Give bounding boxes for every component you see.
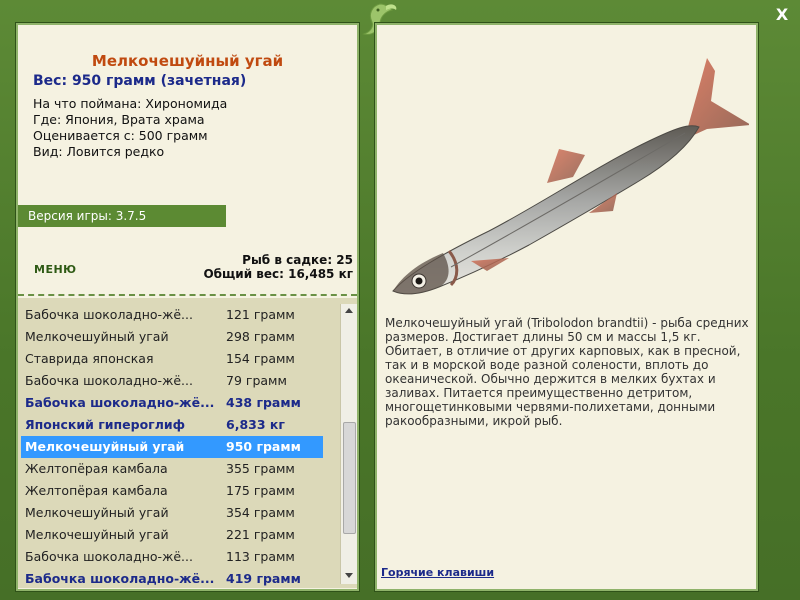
fish-description-panel	[374, 22, 759, 592]
catch-name: Японский гипероглиф	[25, 417, 186, 432]
valuation-info: Оценивается с: 500 грамм	[33, 128, 208, 143]
catch-name: Мелкочешуйный угай	[25, 439, 185, 454]
catch-weight: 6,833 кг	[226, 417, 285, 432]
close-icon: X	[775, 5, 789, 24]
list-scrollbar[interactable]	[340, 304, 357, 584]
catch-row-selected[interactable]	[21, 436, 323, 458]
catch-weight: 121 грамм	[226, 307, 295, 322]
location-info: Где: Япония, Врата храма	[33, 112, 205, 127]
catch-row[interactable]	[21, 370, 323, 392]
arrow-down-icon	[345, 573, 353, 579]
scroll-thumb[interactable]	[343, 422, 356, 534]
catch-row[interactable]	[21, 348, 323, 370]
fish-count: Рыб в садке: 25	[242, 253, 353, 267]
catch-weight: 79 грамм	[226, 373, 287, 388]
catch-info-panel	[15, 22, 360, 592]
catch-row[interactable]	[21, 326, 323, 348]
catch-weight: 438 грамм	[226, 395, 301, 410]
catch-name: Желтопёрая камбала	[25, 461, 168, 476]
catch-weight: 154 грамм	[226, 351, 295, 366]
close-button[interactable]	[771, 4, 793, 26]
catch-name: Бабочка шоколадно-жё...	[25, 549, 193, 564]
catch-row[interactable]	[21, 304, 323, 326]
total-weight: Общий вес: 16,485 кг	[203, 267, 353, 281]
scroll-up-button[interactable]	[341, 304, 357, 318]
keepnet-stats	[203, 253, 353, 281]
catch-name: Мелкочешуйный угай	[25, 329, 169, 344]
bait-info: На что поймана: Хирономида	[33, 96, 228, 111]
fish-description: Мелкочешуйный угай (Tribolodon brandtii) - рыба средних размеров. Достигает длины 50 см и массы 1,5 кг. Обитает, в отличие от других карповых, как в пресной, так и в морской воде разной солености, вплоть до океанической. Обычно держится в мелких бухтах и заливах. Питается преимущественно детритом, многощетинковыми червями-полихетами, донными ракообразными, икрой рыб.	[385, 316, 749, 428]
fish-title: Мелкочешуйный угай	[91, 52, 284, 70]
catch-name: Мелкочешуйный угай	[25, 527, 169, 542]
catch-row[interactable]	[21, 414, 323, 436]
hotkeys-link[interactable]: Горячие клавиши	[381, 566, 495, 579]
catch-weight: 419 грамм	[226, 571, 301, 586]
rarity-info: Вид: Ловится редко	[33, 144, 165, 159]
arrow-up-icon	[345, 307, 353, 313]
catch-name: Мелкочешуйный угай	[25, 505, 169, 520]
catch-weight: 298 грамм	[226, 329, 295, 344]
scroll-down-button[interactable]	[341, 570, 357, 584]
catch-weight: 113 грамм	[226, 549, 295, 564]
catch-name: Бабочка шоколадно-жё...	[25, 571, 215, 586]
catch-row[interactable]	[21, 568, 323, 588]
catch-name: Желтопёрая камбала	[25, 483, 168, 498]
catch-name: Бабочка шоколадно-жё...	[25, 307, 193, 322]
catch-row[interactable]	[21, 480, 323, 502]
catch-name: Бабочка шоколадно-жё...	[25, 373, 193, 388]
divider	[18, 294, 357, 296]
fish-weight: Вес: 950 грамм (зачетная)	[33, 73, 247, 89]
catch-name: Бабочка шоколадно-жё...	[25, 395, 215, 410]
catch-row[interactable]	[21, 546, 323, 568]
catch-weight: 354 грамм	[226, 505, 295, 520]
catch-weight: 221 грамм	[226, 527, 295, 542]
fish-details	[33, 96, 227, 160]
catch-weight: 175 грамм	[226, 483, 295, 498]
catch-name: Ставрида японская	[25, 351, 154, 366]
catch-weight: 355 грамм	[226, 461, 295, 476]
version-label: Версия игры: 3.7.5	[18, 205, 226, 227]
catch-row[interactable]	[21, 502, 323, 524]
catch-row[interactable]	[21, 458, 323, 480]
catch-list-area	[18, 298, 357, 588]
catch-row[interactable]	[21, 392, 323, 414]
catch-weight: 950 грамм	[226, 439, 301, 454]
fish-illustration	[389, 53, 749, 303]
menu-button[interactable]: МЕНЮ	[34, 263, 77, 276]
catch-row[interactable]	[21, 524, 323, 546]
catch-list	[21, 304, 323, 588]
